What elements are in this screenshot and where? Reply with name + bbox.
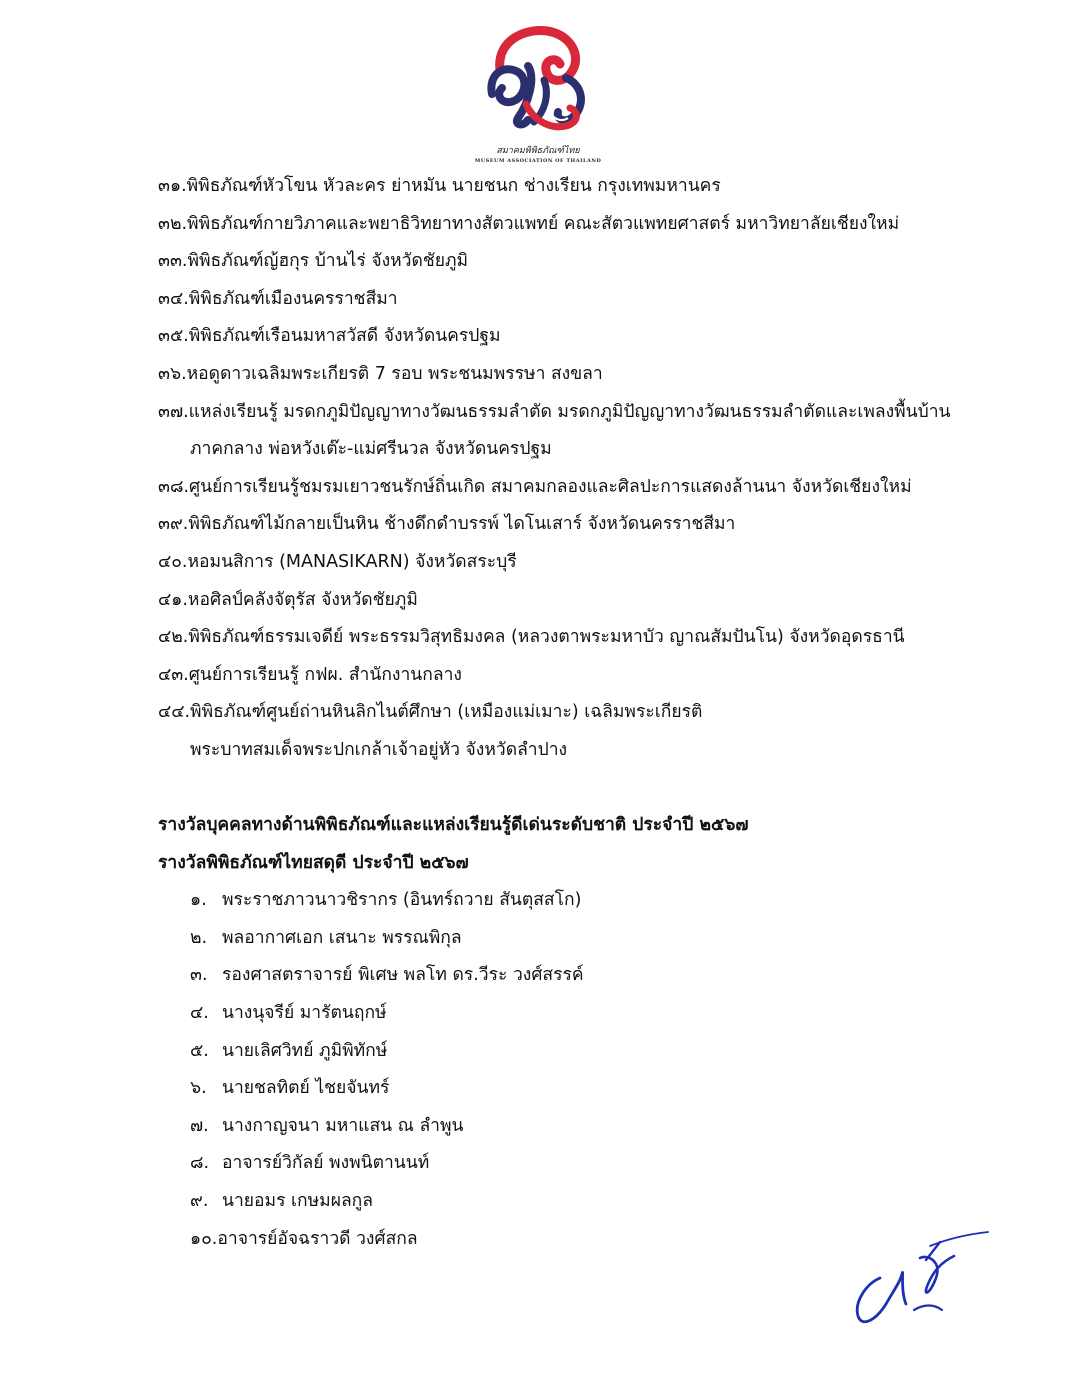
list-item-text: ๔๓.ศูนย์การเรียนรู้ กฟผ. สำนักงานกลาง — [158, 664, 462, 685]
list-item — [158, 657, 1018, 695]
award-number: ๘. — [190, 1153, 210, 1174]
signature-icon — [830, 1218, 990, 1358]
list-item — [158, 318, 1018, 356]
list-item — [158, 168, 1018, 206]
award-number: ๙. — [190, 1190, 209, 1211]
list-item-text: ๔๑.หอศิลป์คลังจัตุรัส จังหวัดชัยภูมิ — [158, 589, 418, 610]
list-item-text: ๔๔.พิพิธภัณฑ์ศูนย์ถ่านหินลิกไนต์ศึกษา (เหมืองแม่เมาะ) เฉลิมพระเกียรติ — [158, 702, 703, 723]
association-logo — [470, 8, 606, 166]
award-item — [190, 1183, 1018, 1221]
award-item — [190, 1108, 1018, 1146]
award-item — [190, 920, 1018, 958]
award-number: ๓. — [190, 965, 208, 986]
list-item-text: ๓๒.พิพิธภัณฑ์กายวิภาคและพยาธิวิทยาทางสัตวแพทย์ คณะสัตวแพทยศาสตร์ มหาวิทยาลัยเชียงใหม่ — [158, 213, 900, 234]
award-number: ๗. — [190, 1115, 209, 1136]
list-item-text: ๓๑.พิพิธภัณฑ์หัวโขน หัวละคร ย่าหมัน นายชนก ช่างเรียน กรุงเทพมหานคร — [158, 176, 721, 196]
award-item — [190, 1033, 1018, 1071]
list-item — [158, 243, 1018, 281]
award-item — [190, 1145, 1018, 1183]
list-item — [158, 394, 1018, 469]
award-name: รองศาสตราจารย์ พิเศษ พลโท ดร.วีระ วงศ์สรรค์ — [222, 965, 584, 986]
award-item — [190, 995, 1018, 1033]
list-item-text: ๓๘.ศูนย์การเรียนรู้ชมรมเยาวชนรักษ์ถิ่นเกิด สมาคมกลองและศิลปะการแสดงล้านนา จังหวัดเชียงใหม่ — [158, 476, 912, 497]
award-name: นางกาญจนา มหาแสน ณ ลำพูน — [222, 1115, 464, 1136]
museum-list — [158, 168, 1018, 770]
award-number: ๑. — [190, 890, 207, 911]
award-name: นางนุจรีย์ มารัตนฤกษ์ — [222, 1002, 387, 1023]
award-number: ๕. — [190, 1040, 209, 1061]
award-item — [190, 957, 1018, 995]
award-item — [190, 882, 1018, 920]
list-item-text: ๓๙.พิพิธภัณฑ์ไม้กลายเป็นหิน ช้างดึกดำบรรพ์ ไดโนเสาร์ จังหวัดนครราชสีมา — [158, 514, 736, 535]
list-item-text: ๔๐.หอมนสิการ (MANASIKARN) จังหวัดสระบุรี — [158, 551, 517, 572]
award-name: อาจารย์วิกัลย์ พงพนิตานนท์ — [222, 1153, 430, 1174]
list-item — [158, 582, 1018, 620]
award-name: นายเลิศวิทย์ ภูมิพิทักษ์ — [222, 1040, 388, 1061]
award-section — [158, 807, 1018, 1258]
award-name: นายอมร เกษมผลกูล — [222, 1190, 373, 1211]
list-item-text: ๓๖.หอดูดาวเฉลิมพระเกียรติ 7 รอบ พระชนมพรรษา สงขลา — [158, 363, 603, 384]
signature — [830, 1218, 990, 1358]
list-item-text: ๓๓.พิพิธภัณฑ์ญ้ฮกุร บ้านไร่ จังหวัดชัยภูมิ — [158, 251, 469, 272]
award-name: พลอากาศเอก เสนาะ พรรณพิกุล — [222, 927, 462, 948]
award-name: นายชลทิตย์ ไชยจันทร์ — [222, 1078, 390, 1099]
list-item-continuation: ภาคกลาง พ่อหวังเต๊ะ-แม่ศรีนวล จังหวัดนครปฐม — [190, 439, 552, 460]
list-item — [158, 506, 1018, 544]
award-name: พระราชภาวนาวชิรากร (อินทร์ถวาย สันตุสสโก) — [222, 890, 582, 911]
award-item — [190, 1070, 1018, 1108]
award-name: ๑๐.อาจารย์อัจฉราวดี วงศ์สกล — [190, 1228, 418, 1249]
award-subheading: รางวัลพิพิธภัณฑ์ไทยสดุดี ประจำปี ๒๕๖๗ — [158, 852, 469, 873]
list-item-text: ๔๒.พิพิธภัณฑ์ธรรมเจดีย์ พระธรรมวิสุทธิมงคล (หลวงตาพระมหาบัว ญาณสัมปันโน) จังหวัดอุดรธานี — [158, 627, 905, 648]
list-item — [158, 544, 1018, 582]
list-item — [158, 206, 1018, 244]
list-item — [158, 619, 1018, 657]
list-item-text: ๓๕.พิพิธภัณฑ์เรือนมหาสวัสดี จังหวัดนครปฐม — [158, 326, 501, 347]
list-item — [158, 281, 1018, 319]
award-list — [158, 882, 1018, 1258]
award-number: ๔. — [190, 1002, 209, 1023]
museum-association-logo-icon — [470, 8, 606, 148]
list-item — [158, 694, 1018, 769]
award-heading: รางวัลบุคคลทางด้านพิพิธภัณฑ์และแหล่งเรียนรู้ดีเด่นระดับชาติ ประจำปี ๒๕๖๗ — [158, 815, 749, 835]
list-item-text: ๓๗.แหล่งเรียนรู้ มรดกภูมิปัญญาทางวัฒนธรรมลำตัด มรดกภูมิปัญญาทางวัฒนธรรมลำตัดและเพลงพื้นบ้าน — [158, 401, 951, 422]
logo-caption-english: MUSEUM ASSOCIATION OF THAILAND — [474, 158, 602, 164]
list-item-continuation: พระบาทสมเด็จพระปกเกล้าเจ้าอยู่หัว จังหวัดลำปาง — [190, 739, 568, 760]
award-number: ๒. — [190, 927, 208, 948]
award-number: ๖. — [190, 1078, 207, 1099]
list-item — [158, 356, 1018, 394]
list-item — [158, 469, 1018, 507]
list-item-text: ๓๔.พิพิธภัณฑ์เมืองนครราชสีมา — [158, 288, 398, 309]
logo-caption — [470, 146, 606, 166]
logo-caption-thai: สมาคมพิพิธภัณฑ์ไทย — [496, 146, 580, 156]
